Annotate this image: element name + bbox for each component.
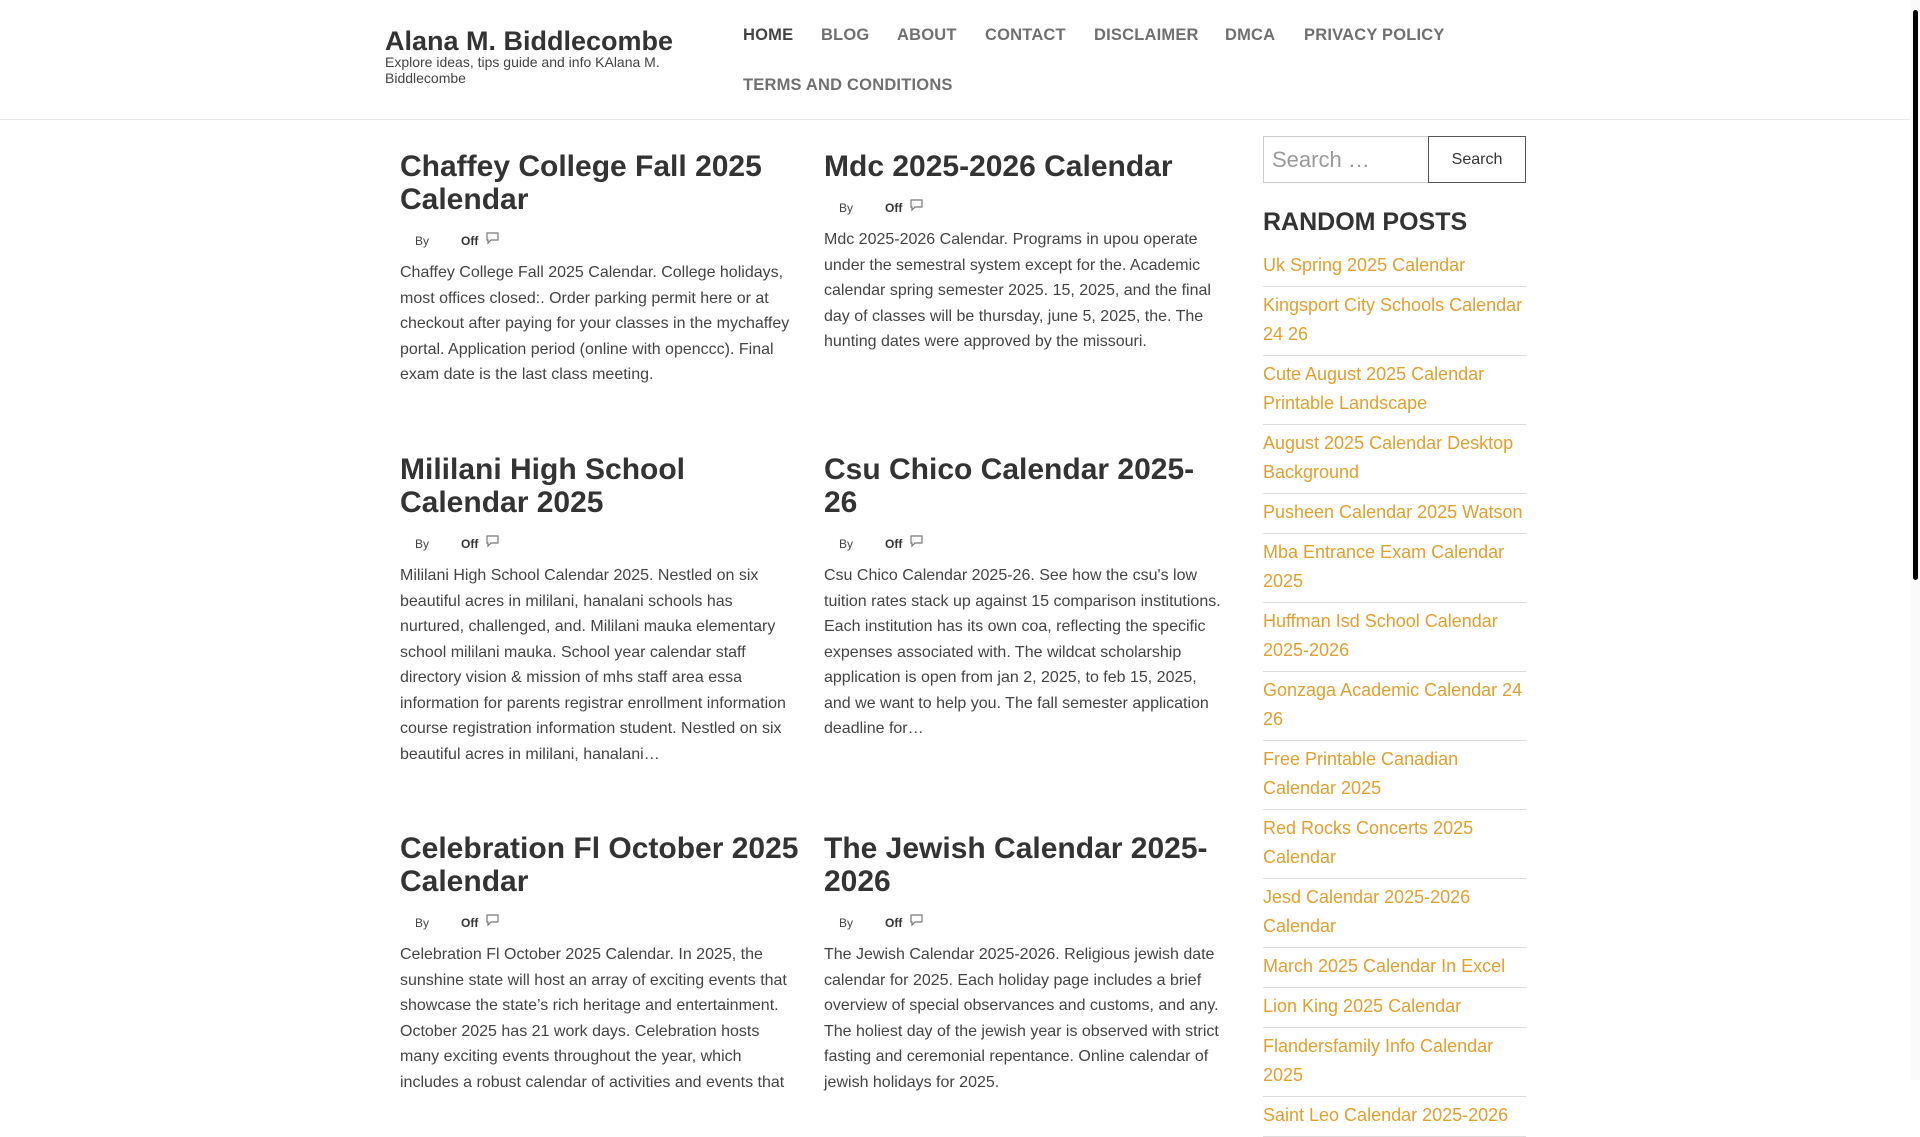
scrollbar-thumb[interactable] (1913, 10, 1918, 580)
random-post-link[interactable]: August 2025 Calendar Desktop Background (1263, 433, 1514, 482)
post-card (400, 453, 800, 767)
random-post-link[interactable]: Lion King 2025 Calendar (1263, 996, 1462, 1016)
post-title[interactable]: Celebration Fl October 2025 Calendar (400, 832, 799, 898)
list-item (1263, 603, 1526, 672)
comments-status: Off (885, 201, 903, 215)
post-meta (824, 916, 1224, 932)
list-item (1263, 247, 1526, 287)
nav-terms-and-conditions[interactable]: TERMS AND CONDITIONS (743, 76, 953, 94)
sidebar (1263, 136, 1526, 1137)
random-posts-heading: RANDOM POSTS (1263, 208, 1468, 236)
comments-status: Off (885, 537, 903, 551)
post-meta (400, 916, 800, 932)
random-posts-list (1263, 247, 1526, 1137)
random-post-link[interactable]: Gonzaga Academic Calendar 24 26 (1263, 680, 1523, 729)
post-author[interactable]: By (839, 916, 854, 930)
random-post-link[interactable]: Red Rocks Concerts 2025 Calendar (1263, 818, 1474, 867)
random-post-link[interactable]: Mba Entrance Exam Calendar 2025 (1263, 542, 1505, 591)
list-item (1263, 810, 1526, 879)
post-card (400, 832, 800, 1095)
post-excerpt: The Jewish Calendar 2025-2026. Religious jewish date calendar for 2025. Each holiday page includes a brief overview of special observances and customs, and any. The holiest day of the jewish year is observed with strict fasting and ceremonial repentance. Online calendar of jewish holidays for 2025. (824, 946, 1219, 1091)
comments-status: Off (885, 916, 903, 930)
comment-icon (910, 535, 923, 547)
list-item (1263, 988, 1526, 1028)
post-card (824, 832, 1224, 1095)
list-item (1263, 494, 1526, 534)
comment-icon (486, 535, 499, 547)
nav-dmca[interactable]: DMCA (1225, 26, 1276, 44)
site-description: Explore ideas, tips guide and info KAlana M. Biddlecombe (385, 54, 660, 86)
random-post-link[interactable]: Uk Spring 2025 Calendar (1263, 255, 1466, 275)
random-post-link[interactable]: Huffman Isd School Calendar 2025-2026 (1263, 611, 1498, 660)
post-meta (824, 201, 1224, 217)
post-excerpt: Celebration Fl October 2025 Calendar. In 2025, the sunshine state will host an array of exciting events that showcase the state’s rich heritage and entertainment. October 2025 has 21 work days. Celebration hosts many exciting events throughout the year, which includes a robust calendar of activities and events that (400, 946, 787, 1091)
random-post-link[interactable]: Free Printable Canadian Calendar 2025 (1263, 749, 1459, 798)
list-item (1263, 287, 1526, 356)
page-scrollbar[interactable] (1910, 0, 1920, 1080)
post-title[interactable]: The Jewish Calendar 2025-2026 (824, 832, 1208, 898)
post-title[interactable]: Mdc 2025-2026 Calendar (824, 150, 1173, 183)
post-meta (400, 234, 800, 250)
post-card (400, 150, 800, 388)
post-card (824, 453, 1224, 742)
comment-icon (486, 232, 499, 244)
nav-contact[interactable]: CONTACT (985, 26, 1066, 44)
post-author[interactable]: By (415, 234, 430, 248)
random-post-link[interactable]: Saint Leo Calendar 2025-2026 (1263, 1105, 1509, 1125)
post-excerpt: Mililani High School Calendar 2025. Nestled on six beautiful acres in mililani, hanalani schools has nurtured, challenged, and. Mililani mauka elementary school mililani mauka. School year calendar staff directory vision & mission of mhs staff area essa information for parents registrar enrollment information course registration information student. Nestled on six beautiful acres in mililani, hanalani… (400, 567, 786, 763)
post-title[interactable]: Csu Chico Calendar 2025-26 (824, 453, 1195, 519)
site-header (0, 0, 1910, 120)
comment-icon (910, 914, 923, 926)
search-form (1263, 136, 1526, 183)
list-item (1263, 741, 1526, 810)
random-post-link[interactable]: Jesd Calendar 2025-2026 Calendar (1263, 887, 1471, 936)
list-item (1263, 879, 1526, 948)
list-item (1263, 948, 1526, 988)
site-title[interactable]: Alana M. Biddlecombe (385, 26, 674, 56)
post-meta (824, 537, 1224, 553)
post-author[interactable]: By (839, 537, 854, 551)
post-meta (400, 537, 800, 553)
comment-icon (910, 199, 923, 211)
nav-home[interactable]: HOME (743, 26, 794, 44)
post-excerpt: Chaffey College Fall 2025 Calendar. College holidays, most offices closed:. Order parking permit here or at checkout after paying for your classes in the mychaffey portal. Application period (online with openccc). Final exam date is the last class meeting. (400, 264, 790, 383)
post-title[interactable]: Chaffey College Fall 2025 Calendar (400, 150, 762, 216)
comments-status: Off (461, 916, 479, 930)
post-excerpt: Mdc 2025-2026 Calendar. Programs in upou operate under the semestral system except for the. Academic calendar spring semester 2025. 15, 2025, and the final day of classes will be thursday, june 5, 2025, the. The hunting dates were approved by the missouri. (824, 231, 1211, 350)
random-post-link[interactable]: Cute August 2025 Calendar Printable Landscape (1263, 364, 1485, 413)
random-post-link[interactable]: Pusheen Calendar 2025 Watson (1263, 502, 1523, 522)
nav-disclaimer[interactable]: DISCLAIMER (1094, 26, 1199, 44)
post-excerpt: Csu Chico Calendar 2025-26. See how the csu's low tuition rates stack up against 15 comparison institutions. Each institution has its own coa, reflecting the specific expenses associated with. The wildcat scholarship application is open from jan 2, 2025, to feb 15, 2025, and we want to help you. The fall semester application deadline for… (824, 567, 1221, 737)
list-item (1263, 672, 1526, 741)
nav-blog[interactable]: BLOG (821, 26, 870, 44)
list-item (1263, 534, 1526, 603)
search-button[interactable]: Search (1428, 136, 1526, 183)
list-item (1263, 425, 1526, 494)
random-post-link[interactable]: Kingsport City Schools Calendar 24 26 (1263, 295, 1523, 344)
post-author[interactable]: By (415, 537, 430, 551)
search-input[interactable] (1263, 136, 1429, 183)
nav-about[interactable]: ABOUT (897, 26, 957, 44)
post-author[interactable]: By (839, 201, 854, 215)
random-post-link[interactable]: March 2025 Calendar In Excel (1263, 956, 1506, 976)
comment-icon (486, 914, 499, 926)
nav-privacy-policy[interactable]: PRIVACY POLICY (1304, 26, 1445, 44)
post-card (824, 150, 1224, 355)
list-item (1263, 356, 1526, 425)
post-title[interactable]: Mililani High School Calendar 2025 (400, 453, 685, 519)
comments-status: Off (461, 234, 479, 248)
list-item (1263, 1028, 1526, 1097)
comments-status: Off (461, 537, 479, 551)
list-item (1263, 1097, 1526, 1137)
post-author[interactable]: By (415, 916, 430, 930)
random-post-link[interactable]: Flandersfamily Info Calendar 2025 (1263, 1036, 1494, 1085)
